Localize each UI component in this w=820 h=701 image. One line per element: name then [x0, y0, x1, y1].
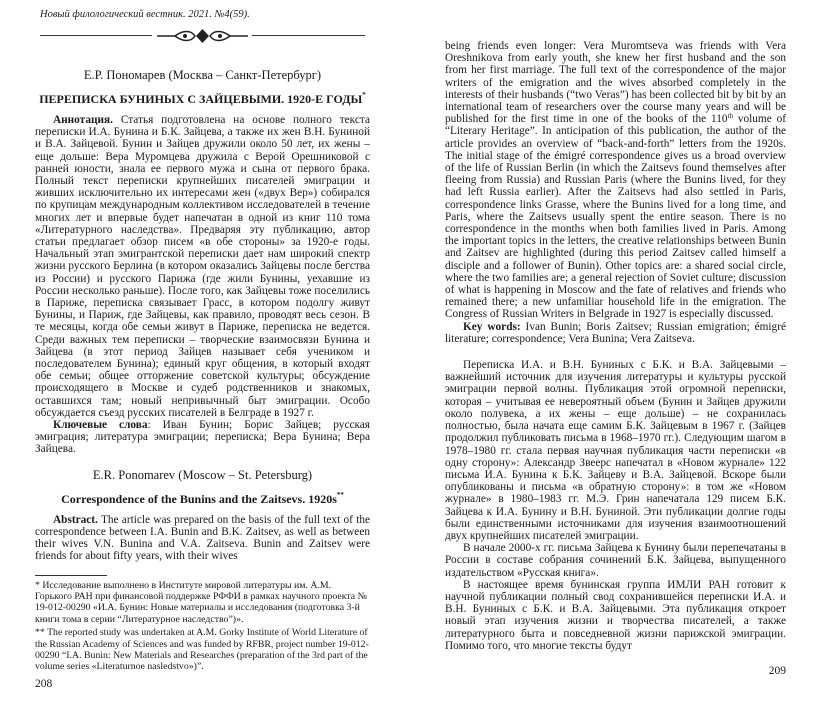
footnote-2: ** The reported study was undertaken at A.M. Gorky Institute of World Literature of the Russian Academy of Sciences and was funded by RFBR, project number 19-012-00290 “I.A. Bunin: New Materials and Researches (preparation of the 3rd part of the volume series «Literaturnoe nasledstvo»)”. — [35, 627, 369, 673]
header-rule-left — [40, 35, 152, 36]
footnotes — [35, 580, 370, 673]
running-header: Новый филологический вестник. 2021. №4(59). — [40, 9, 250, 20]
keywords-en: Key words: Ivan Bunin; Boris Zaitsev; Russian emigration; émigré literature; correspondence; Vera Bunina; Vera Zaitseva. — [445, 320, 786, 345]
page-number-right: 209 — [768, 664, 786, 677]
abstract-en-continued: being friends even longer: Vera Muromtseva was friends with Vera Oreshnikova from early youth, she knew her first husband and the son from her first marriage. The full text of the correspondence of the major writers of the emigration and the wives absorbed completely in the interests of their husbands (“two Veras”) has been collected bit by bit by an international team of researchers over the course many years and will be published for the first time in one of the books of the 110th volume of “Literary Heritage”. In anticipation of this publication, the author of the article provides an overview of “back-and-forth” letters from the 1920s. The initial stage of the émigré correspondence gives us a broad overview of the life of Russian Berlin (in which the Zaitsevs found themselves after fleeing from Russia) and Russian Paris (where the Bunins lived, for they had left Russia earlier). After the Zaitsevs had also settled in Paris, correspondence links Grasse, where the Bunins lived for a long time, and Paris, where the Zaitsevs usually spent the entire season. There is no correspondence in the months when both families lived in Paris. Among the important topics in the letters, the creative relationships between Bunin and Zaitsev are highlighted (during this period Zaitsev called himself a disciple and a follower of Bunin). Other topics are: a shared social circle, where the two families are; a general rejection of Soviet culture; discussion of what is happening in Moscow and the fate of relatives and friends who remained there; a new unfamiliar household life in the emigration. The Congress of Russian Writers in Belgrade in 1927 is especially discussed. — [445, 40, 786, 321]
ornament-icon — [155, 28, 250, 44]
right-column — [445, 40, 786, 652]
body-paragraph: Переписка И.А. и В.Н. Буниных с Б.К. и В.А. Зайцевыми – важнейший источник для изучения литературы и культуры русской эмиграции первой волны. Публикация этой огромной переписки, которая – учитывая ее невероятный объем (Бунин и Зайцев дружили около полувека, а их жены – еще дольше) – не сохранилась полностью, была начата еще самим Б.К. Зайцевым в 1967 г. (Зайцев продолжил публиковать письма в 1968–1970 гг.). Следующим шагом в 1978–1980 гг. стала первая научная публикация части переписки «в одну сторону»: Александр Звеерс напечатал в «Новом журнале» 122 письма И.А. Бунина к Б.К. Зайцеву и В.А. Зайцевой. Вскоре были опубликованы и письма «в обратную сторону»: в том же «Новом журнале» в 1980–1983 гг. М.Э. Грин напечатала 129 писем Б.К. Зайцева к И.А. Бунину и В.Н. Буниной. Эти публикации долгие годы были единственными источниками для изучения взаимоотношений двух крупнейших писателей эмиграции. — [445, 359, 786, 542]
author-ru: Е.Р. Пономарев (Москва – Санкт-Петербург) — [83, 68, 322, 82]
author-en: E.R. Ponomarev (Moscow – St. Petersburg) — [92, 467, 313, 482]
footnote-rule — [35, 575, 107, 576]
body-paragraph: В настоящее время бунинская группа ИМЛИ РАН готовит к научной публикации полный свод сохранившейся переписки И.А. и В.Н. Буниных с Б.К. и В.А. Зайцевыми. Эта публикация откроет новый этап изучения жизни и творчества писателей, а также литературного быта и повседневной жизни парижской эмиграции. Помимо того, что многие тексты будут — [445, 578, 786, 652]
keywords-ru: Ключевые слова: Иван Бунин; Борис Зайцев; русская эмиграция; литература эмиграции; переписка; Вера Бунина; Вера Зайцева. — [35, 419, 370, 456]
header-rule-right — [252, 35, 365, 36]
title-ru: ПЕРЕПИСКА БУНИНЫХ С ЗАЙЦЕВЫМИ. 1920-Е ГОДЫ* — [39, 91, 366, 106]
left-column — [35, 68, 370, 563]
body-paragraph: В начале 2000-х гг. письма Зайцева к Бунину были перепечатаны в России в составе собрания сочинений Б.К. Зайцева, выпущенного издательством «Русская книга». — [445, 542, 786, 579]
right-page — [410, 0, 820, 688]
abstract-en: Abstract. The article was prepared on the basis of the full text of the correspondence between I.A. Bunin and B.K. Zaitsev, as well as between their wives V.N. Bunina and V.A. Zaitseva. Bunin and Zaitsev were friends for about fifty years, with their wives — [35, 513, 370, 563]
page-header — [35, 8, 370, 42]
annotation: Аннотация. Статья подготовлена на основе полного текста переписки И.А. Бунина и Б.К. Зайцева, а также их жен В.Н. Буниной и В.А. Зайцевой. Бунин и Зайцев дружили около 50 лет, их жены – еще дольше: Вера Муромцева дружила с Верой Орешниковой с ранней юности, знала ее первого мужа и сына от первого брака. Полный текст переписки крупнейших писателей эмиграции и живших исключительно их интересами жен («двух Вер») собирался по крупицам международным коллективом исследователей в течение многих лет и впервые будет напечатан в одной из книг 110 тома «Литературного наследства». Предваряя эту публикацию, автор статьи предлагает обзор писем «в обе стороны» за 1920-е годы. Начальный этап эмигрантской переписки дает нам широкий спектр жизни русского Берлина (в котором оказались Зайцевы после бегства из России) и русского Парижа (где жили Бунины, уехавшие из России несколько раньше). После того, как Зайцевы тоже поселились в Париже, переписка связывает Грасс, в котором подолгу живут Бунины, и Париж, где Зайцевы, как правило, проводят весь сезон. В те месяцы, когда обе семьи живут в Париже, переписка не ведется. Среди важных тем переписки – творческие взаимосвязи Бунина и Зайцева (в этот период Зайцев называет себя учеником и последователем Бунина); единый круг общения, в который входят обе семьи; общее отторжение советской культуры; обсуждение происходящего в Москве и судеб родственников и знакомых, оставшихся там; новый непривычный быт эмиграции. Особо обсуждается съезд русских писателей в Белграде в 1927 г. — [35, 114, 370, 419]
title-en: Correspondence of the Bunins and the Zaitsevs. 1920s** — [61, 490, 344, 506]
footnote-1: * Исследование выполнено в Институте мировой литературы им. А.М. Горького РАН при финансовой поддержке РФФИ в рамках научного проекта № 19-012-00290 «И.А. Бунин: Новые материалы и исследования (подготовка 3-й книги тома в серии “Литературное наследство”)». — [35, 579, 367, 625]
page-number-left: 208 — [35, 677, 53, 690]
